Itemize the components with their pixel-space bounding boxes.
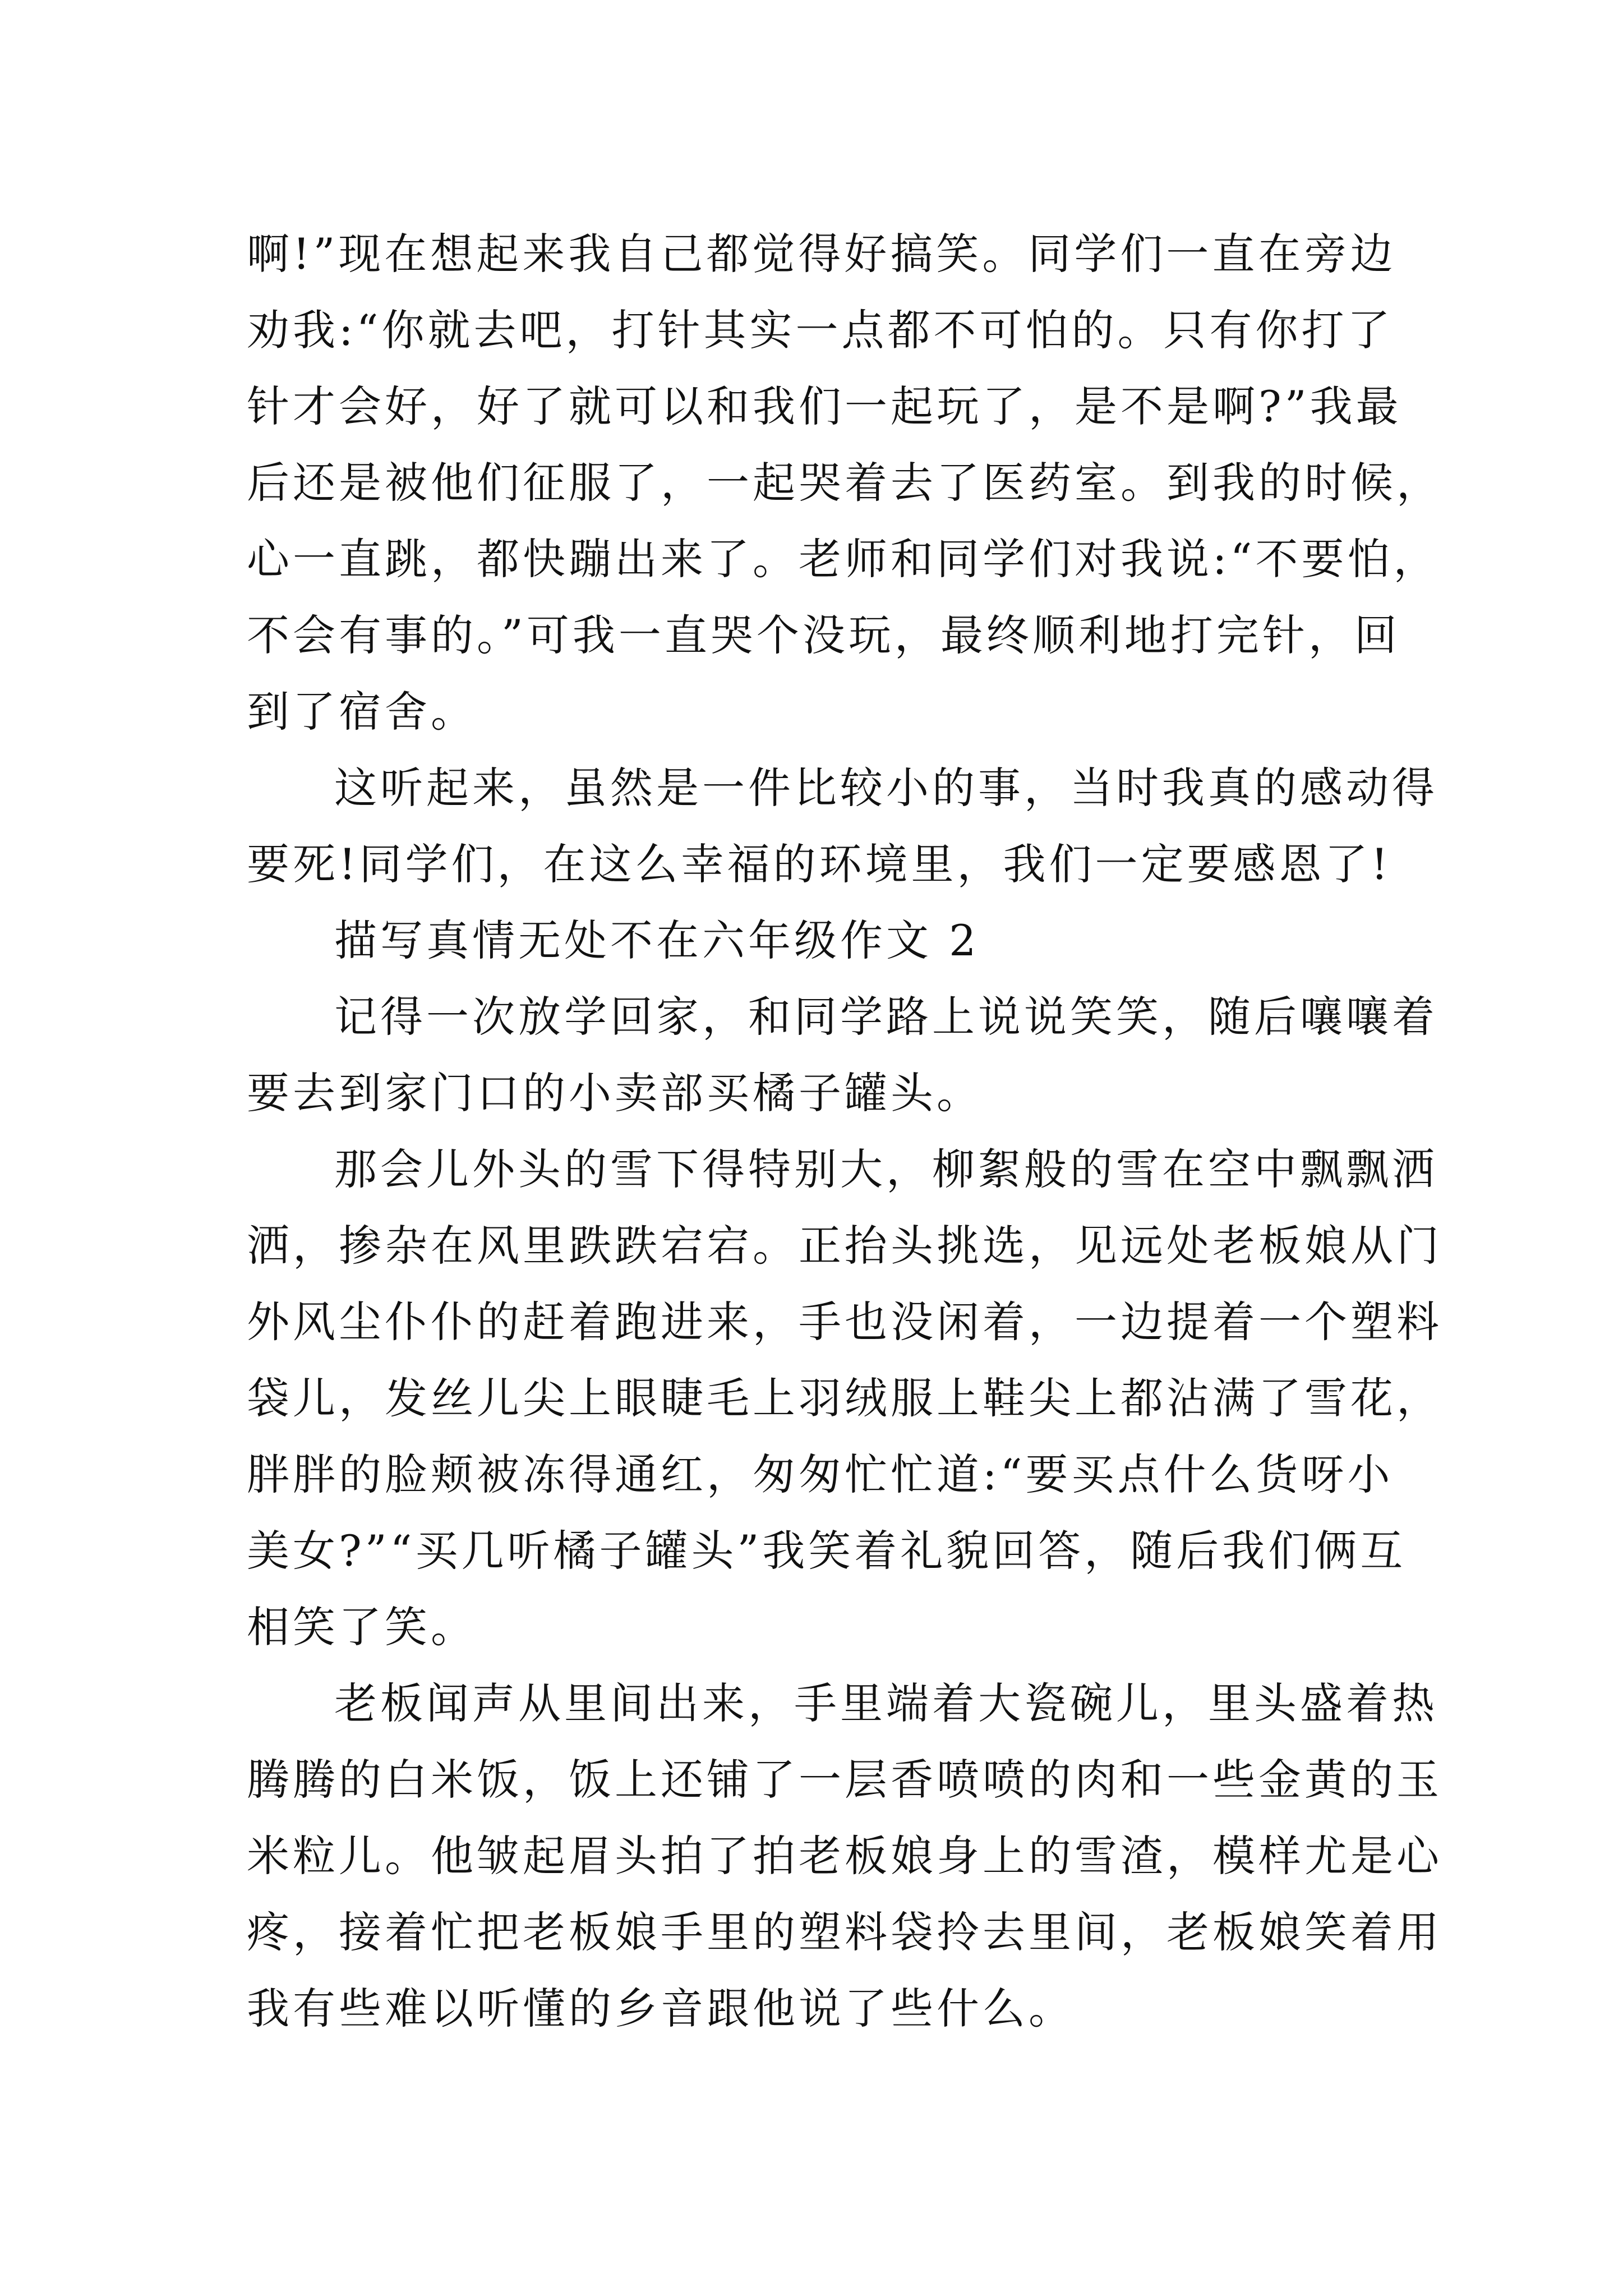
text-line: 描写真情无处不在六年级作文 2 [334,915,980,965]
document-page [247,216,1442,2047]
text-line: 袋儿，发丝儿尖上眼睫毛上羽绒服上鞋尖上都沾满了雪花， [247,1373,1442,1423]
text-line: 记得一次放学回家，和同学路上说说笑笑，随后嚷嚷着 [334,992,1438,1042]
text-line: 不会有事的。”可我一直哭个没玩，最终顺利地打完针，回 [247,610,1400,660]
text-line: 美女?”“买几听橘子罐头”我笑着礼貌回答，随后我们俩互 [247,1526,1407,1576]
text-line: 那会儿外头的雪下得特别大，柳絮般的雪在空中飘飘洒 [334,1144,1438,1194]
text-line: 胖胖的脸颊被冻得通红，匆匆忙忙道:“要买点什么货呀小 [247,1450,1394,1499]
text-line: 我有些难以听懂的乡音跟他说了些什么。 [247,1984,1075,2033]
text-line: 米粒儿。他皱起眉头拍了拍老板娘身上的雪渣，模样尤是心 [247,1831,1442,1881]
text-line: 相笑了笑。 [247,1602,477,1652]
text-line: 心一直跳，都快蹦出来了。老师和同学们对我说:“不要怕， [247,534,1440,584]
text-line: 外风尘仆仆的赶着跑进来，手也没闲着，一边提着一个塑料 [247,1297,1442,1347]
text-line: 这听起来，虽然是一件比较小的事，当时我真的感动得 [334,763,1438,813]
text-line: 疼，接着忙把老板娘手里的塑料袋拎去里间，老板娘笑着用 [247,1907,1442,1957]
text-line: 针才会好，好了就可以和我们一起玩了，是不是啊?”我最 [247,381,1402,431]
text-line: 到了宿舍。 [247,687,477,737]
text-line: 要去到家门口的小卖部买橘子罐头。 [247,1068,983,1118]
text-line: 腾腾的白米饭，饭上还铺了一层香喷喷的肉和一些金黄的玉 [247,1755,1442,1805]
text-line: 要死!同学们，在这么幸福的环境里，我们一定要感恩了! [247,839,1392,889]
text-line: 劝我:“你就去吧，打针其实一点都不可怕的。只有你打了 [247,305,1394,355]
text-line: 后还是被他们征服了，一起哭着去了医药室。到我的时候， [247,458,1442,508]
text-line: 老板闻声从里间出来，手里端着大瓷碗儿，里头盛着热 [334,1678,1438,1728]
text-line: 洒，掺杂在风里跌跌宕宕。正抬头挑选，见远处老板娘从门 [247,1221,1442,1271]
text-line: 啊!”现在想起来我自己都觉得好搞笑。同学们一直在旁边 [247,229,1396,279]
